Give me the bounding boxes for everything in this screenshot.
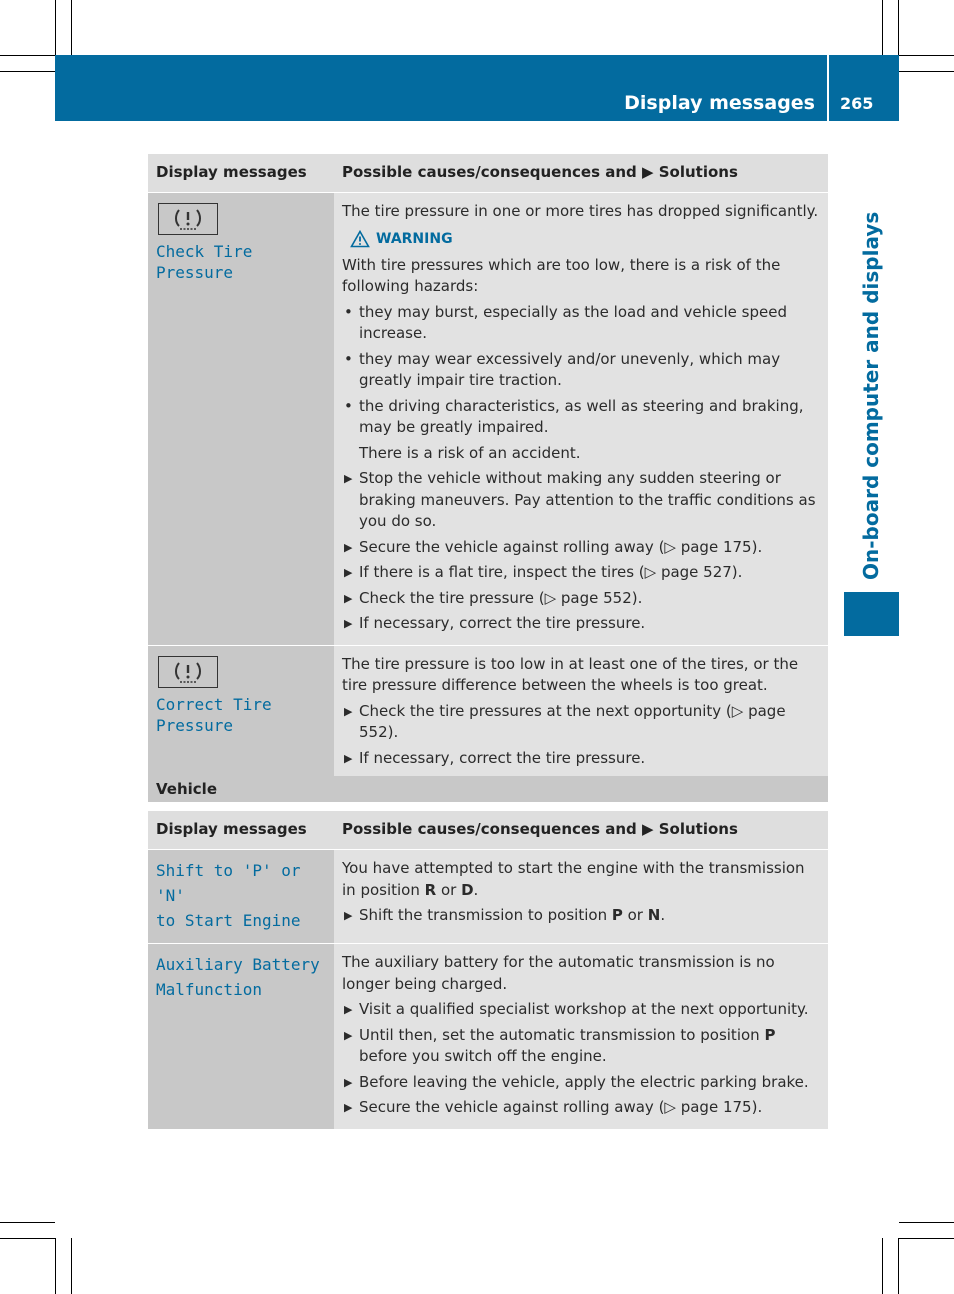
solution-step: ▶ If there is a flat tire, inspect the tires (▷ page 527). xyxy=(342,562,822,584)
page-number: 265 xyxy=(840,94,874,113)
crop-mark xyxy=(882,1238,883,1294)
solution-step: ▶ Secure the vehicle against rolling away (▷ page 175). xyxy=(342,537,822,559)
page-header xyxy=(55,55,899,121)
crop-mark xyxy=(898,0,899,55)
step-arrow-icon: ▶ xyxy=(344,751,353,765)
hazard-bullet: • they may wear excessively and/or unevenly, which may greatly impair tire traction. xyxy=(344,349,781,389)
crop-mark xyxy=(0,55,55,56)
tire-pressure-warning-icon xyxy=(158,203,218,235)
step-arrow-icon: ▶ xyxy=(344,1028,353,1042)
crop-mark xyxy=(0,1238,55,1239)
step-arrow-icon: ▶ xyxy=(344,909,353,922)
cause-text: You have attempted to start the engine with the transmission in position R or D. xyxy=(342,859,805,899)
crop-mark xyxy=(899,1238,954,1239)
table-row xyxy=(148,849,828,943)
table-header-row xyxy=(148,811,828,849)
solution-step: ▶ Shift the transmission to position P or N. xyxy=(342,905,822,927)
crop-mark xyxy=(71,1238,72,1294)
solution-step: ▶ Stop the vehicle without making any sudden steering or braking maneuvers. Pay attention to the traffic conditions as you do so. xyxy=(344,469,816,530)
section-title-vehicle: Vehicle xyxy=(148,776,828,802)
warning-heading xyxy=(350,228,822,250)
solution-step: ▶ Visit a qualified specialist workshop at the next opportunity. xyxy=(342,999,822,1021)
step-arrow-icon: ▶ xyxy=(344,617,353,630)
risk-text: There is a risk of an accident. xyxy=(359,443,581,462)
cause-text: The tire pressure is too low in at least one of the tires, or the tire pressure difference between the wheels is too great. xyxy=(342,654,799,694)
crop-mark xyxy=(0,71,55,72)
column-header-messages: Display messages xyxy=(156,820,307,838)
step-arrow-icon: ▶ xyxy=(344,540,353,554)
display-message: Check Tire Pressure xyxy=(156,242,253,282)
display-message: Shift to 'P' or 'N' to Start Engine xyxy=(156,861,301,930)
table-row xyxy=(148,192,828,645)
header-divider xyxy=(827,55,829,121)
crop-mark xyxy=(882,0,883,55)
messages-table-vehicle xyxy=(148,811,828,1129)
cause-text: The auxiliary battery for the automatic transmission is no longer being charged. xyxy=(342,953,775,993)
column-header-messages: Display messages xyxy=(156,163,307,181)
crop-mark xyxy=(899,55,954,56)
warning-triangle-icon xyxy=(350,230,370,248)
crop-mark xyxy=(898,1238,899,1294)
solution-step: ▶ If necessary, correct the tire pressure. xyxy=(342,748,822,770)
crop-mark xyxy=(899,1222,954,1223)
page-title: Display messages xyxy=(624,92,815,114)
crop-mark xyxy=(71,0,72,55)
step-arrow-icon: ▶ xyxy=(344,566,353,579)
chapter-tab-label: On-board computer and displays xyxy=(859,211,883,580)
crop-mark xyxy=(899,71,954,72)
solution-step: ▶ Before leaving the vehicle, apply the electric parking brake. xyxy=(342,1072,822,1094)
display-message: Correct Tire Pressure xyxy=(156,694,272,735)
messages-table-tires xyxy=(148,154,828,779)
step-arrow-icon: ▶ xyxy=(344,1003,353,1016)
column-header-causes: Possible causes/consequences and ▶ Solutions xyxy=(342,820,738,838)
column-header-causes: Possible causes/consequences and ▶ Solutions xyxy=(342,163,738,181)
crop-mark xyxy=(0,1222,55,1223)
warning-label: WARNING xyxy=(376,230,453,247)
warning-text: With tire pressures which are too low, there is a risk of the following hazards: xyxy=(342,255,781,295)
cause-text: The tire pressure in one or more tires has dropped significantly. xyxy=(342,202,819,220)
step-arrow-icon: ▶ xyxy=(344,1075,353,1089)
hazard-bullet: • the driving characteristics, as well as steering and braking, may be greatly impaired. xyxy=(344,396,804,436)
step-arrow-icon: ▶ xyxy=(344,704,353,718)
solution-step: ▶ Secure the vehicle against rolling away (▷ page 175). xyxy=(342,1097,822,1119)
display-message: Auxiliary Battery Malfunction xyxy=(156,955,320,999)
crop-mark xyxy=(55,1238,56,1294)
solution-step: ▶ If necessary, correct the tire pressure. xyxy=(342,613,822,635)
solution-step: ▶ Check the tire pressures at the next opportunity (▷ page 552). xyxy=(344,701,786,741)
step-arrow-icon: ▶ xyxy=(344,1101,353,1114)
step-arrow-icon: ▶ xyxy=(344,472,353,485)
table-header-row xyxy=(148,154,828,192)
chapter-tab-marker xyxy=(844,592,899,636)
table-row xyxy=(148,943,828,1129)
solution-step: ▶ Until then, set the automatic transmission to position P before you switch off the engine. xyxy=(344,1025,776,1065)
tire-pressure-warning-icon xyxy=(158,656,218,688)
table-row xyxy=(148,645,828,780)
step-arrow-icon: ▶ xyxy=(344,591,353,605)
crop-mark xyxy=(55,0,56,55)
solution-step: ▶ Check the tire pressure (▷ page 552). xyxy=(342,588,822,610)
hazard-bullet: • they may burst, especially as the load and vehicle speed increase. xyxy=(344,302,787,342)
